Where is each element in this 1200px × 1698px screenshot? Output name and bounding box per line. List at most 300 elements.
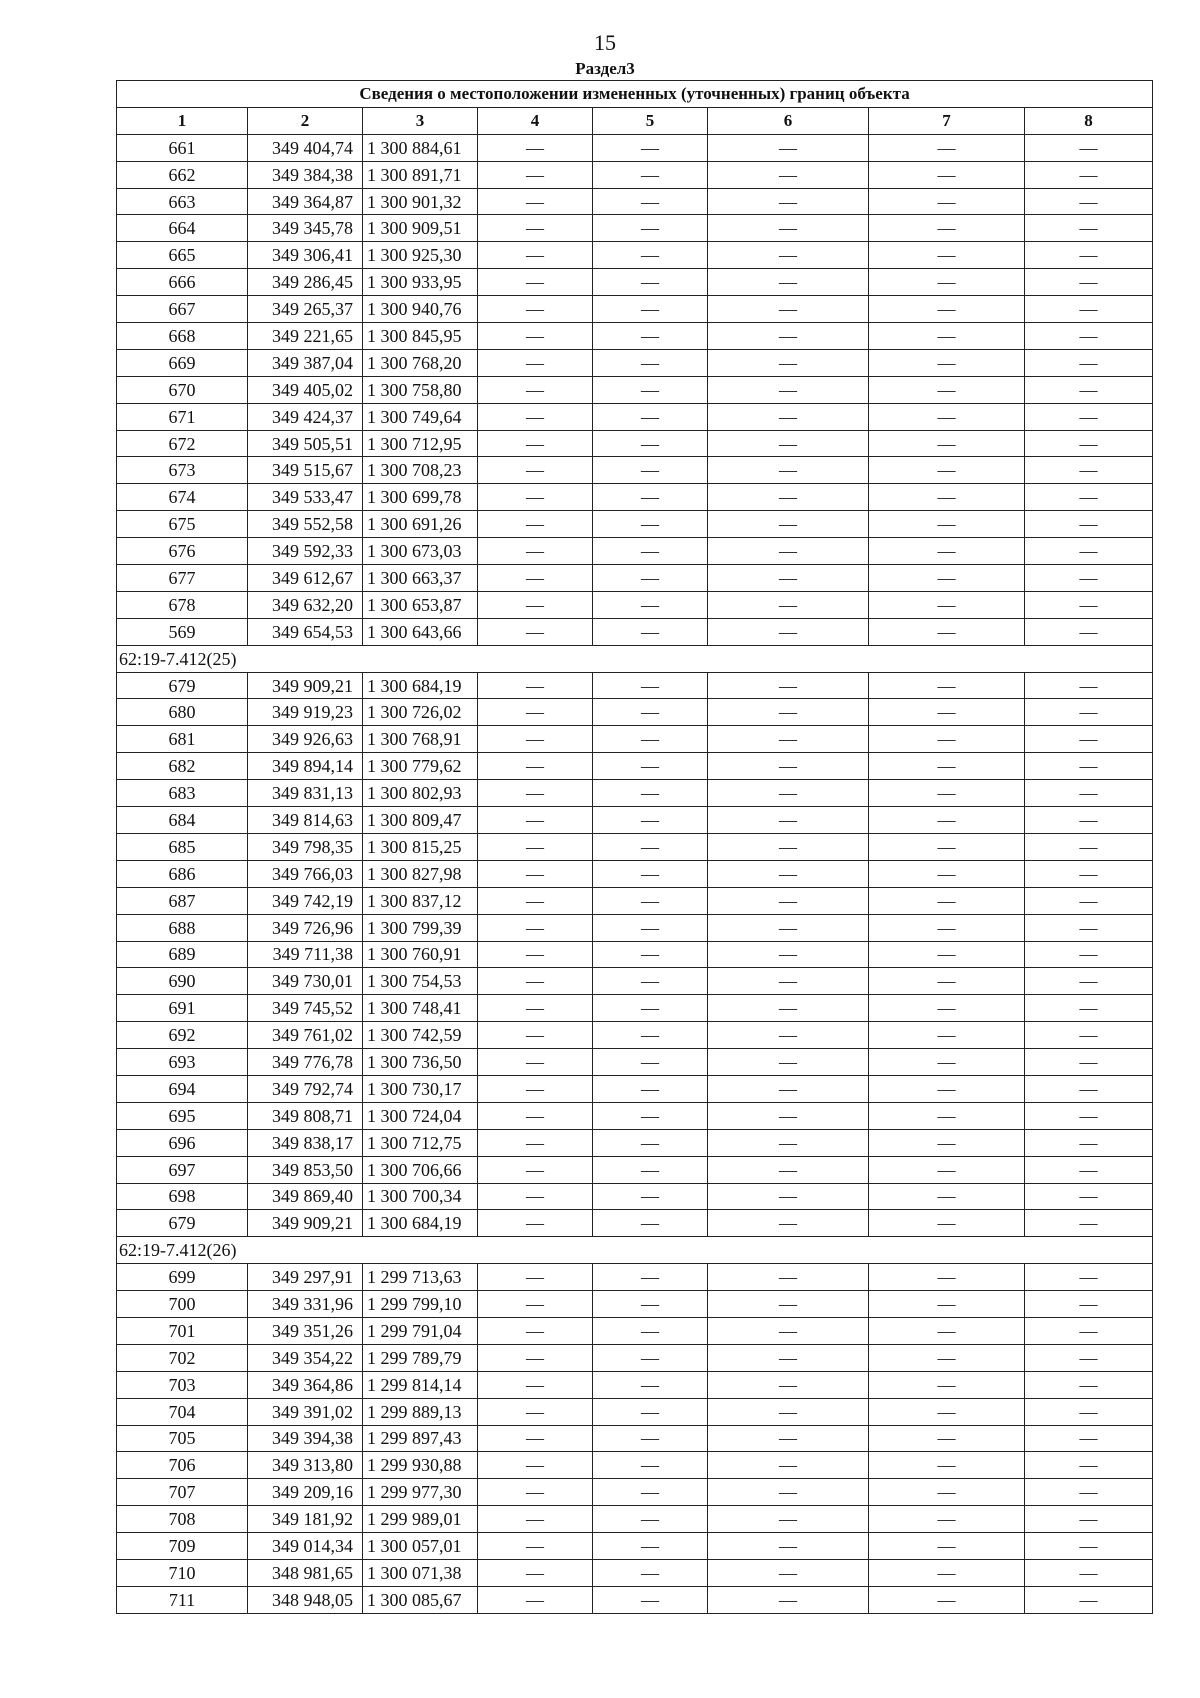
empty-value-cell: — — [869, 1210, 1025, 1237]
empty-value-cell: — — [708, 1291, 869, 1318]
empty-value-cell: — — [708, 242, 869, 269]
table-row — [117, 887, 1153, 914]
empty-value-cell: — — [1025, 376, 1153, 403]
empty-value-cell: — — [708, 1317, 869, 1344]
point-number-cell: 684 — [117, 807, 248, 834]
empty-value-cell: — — [593, 995, 708, 1022]
empty-value-cell: — — [708, 349, 869, 376]
point-number-cell: 680 — [117, 699, 248, 726]
table-row — [117, 457, 1153, 484]
empty-value-cell: — — [1025, 1183, 1153, 1210]
x-coordinate-cell: 349 808,71 — [248, 1102, 363, 1129]
empty-value-cell: — — [1025, 1371, 1153, 1398]
empty-value-cell: — — [1025, 296, 1153, 323]
empty-value-cell: — — [869, 1425, 1025, 1452]
empty-value-cell: — — [593, 323, 708, 350]
point-number-cell: 667 — [117, 296, 248, 323]
empty-value-cell: — — [708, 780, 869, 807]
y-coordinate-cell: 1 300 726,02 — [363, 699, 478, 726]
table-row — [117, 349, 1153, 376]
empty-value-cell: — — [593, 1586, 708, 1613]
table-row — [117, 430, 1153, 457]
x-coordinate-cell: 349 424,37 — [248, 403, 363, 430]
empty-value-cell: — — [478, 269, 593, 296]
group-label: 62:19-7.412(25) — [117, 645, 1153, 672]
y-coordinate-cell: 1 300 754,53 — [363, 968, 478, 995]
y-coordinate-cell: 1 299 814,14 — [363, 1371, 478, 1398]
empty-value-cell: — — [708, 726, 869, 753]
empty-value-cell: — — [708, 699, 869, 726]
table-row — [117, 323, 1153, 350]
point-number-cell: 683 — [117, 780, 248, 807]
empty-value-cell: — — [869, 484, 1025, 511]
y-coordinate-cell: 1 300 815,25 — [363, 833, 478, 860]
table-row — [117, 1075, 1153, 1102]
empty-value-cell: — — [869, 1264, 1025, 1291]
empty-value-cell: — — [593, 242, 708, 269]
empty-value-cell: — — [478, 1398, 593, 1425]
empty-value-cell: — — [708, 403, 869, 430]
empty-value-cell: — — [593, 1506, 708, 1533]
x-coordinate-cell: 348 981,65 — [248, 1559, 363, 1586]
x-coordinate-cell: 349 306,41 — [248, 242, 363, 269]
y-coordinate-cell: 1 300 891,71 — [363, 161, 478, 188]
table-row — [117, 242, 1153, 269]
table-row — [117, 1102, 1153, 1129]
empty-value-cell: — — [708, 672, 869, 699]
empty-value-cell: — — [708, 1210, 869, 1237]
x-coordinate-cell: 349 394,38 — [248, 1425, 363, 1452]
x-coordinate-cell: 349 745,52 — [248, 995, 363, 1022]
empty-value-cell: — — [869, 1156, 1025, 1183]
table-row — [117, 941, 1153, 968]
empty-value-cell: — — [593, 457, 708, 484]
empty-value-cell: — — [869, 1398, 1025, 1425]
empty-value-cell: — — [1025, 807, 1153, 834]
empty-value-cell: — — [1025, 1210, 1153, 1237]
y-coordinate-cell: 1 299 930,88 — [363, 1452, 478, 1479]
point-number-cell: 702 — [117, 1344, 248, 1371]
empty-value-cell: — — [1025, 242, 1153, 269]
point-number-cell: 569 — [117, 618, 248, 645]
empty-value-cell: — — [478, 1425, 593, 1452]
empty-value-cell: — — [708, 887, 869, 914]
table-row — [117, 1479, 1153, 1506]
x-coordinate-cell: 349 533,47 — [248, 484, 363, 511]
empty-value-cell: — — [869, 941, 1025, 968]
empty-value-cell: — — [869, 860, 1025, 887]
empty-value-cell: — — [1025, 161, 1153, 188]
empty-value-cell: — — [708, 1102, 869, 1129]
group-row — [117, 645, 1153, 672]
x-coordinate-cell: 349 838,17 — [248, 1129, 363, 1156]
empty-value-cell: — — [708, 161, 869, 188]
empty-value-cell: — — [478, 134, 593, 161]
x-coordinate-cell: 349 354,22 — [248, 1344, 363, 1371]
empty-value-cell: — — [593, 1344, 708, 1371]
point-number-cell: 699 — [117, 1264, 248, 1291]
table-row — [117, 1022, 1153, 1049]
empty-value-cell: — — [869, 403, 1025, 430]
point-number-cell: 711 — [117, 1586, 248, 1613]
empty-value-cell: — — [478, 1129, 593, 1156]
empty-value-cell: — — [1025, 968, 1153, 995]
table-row — [117, 1586, 1153, 1613]
y-coordinate-cell: 1 299 791,04 — [363, 1317, 478, 1344]
y-coordinate-cell: 1 300 691,26 — [363, 511, 478, 538]
empty-value-cell: — — [708, 1479, 869, 1506]
empty-value-cell: — — [708, 860, 869, 887]
point-number-cell: 674 — [117, 484, 248, 511]
y-coordinate-cell: 1 299 889,13 — [363, 1398, 478, 1425]
y-coordinate-cell: 1 300 708,23 — [363, 457, 478, 484]
empty-value-cell: — — [478, 968, 593, 995]
empty-value-cell: — — [869, 1102, 1025, 1129]
point-number-cell: 708 — [117, 1506, 248, 1533]
empty-value-cell: — — [708, 833, 869, 860]
y-coordinate-cell: 1 300 884,61 — [363, 134, 478, 161]
empty-value-cell: — — [708, 1129, 869, 1156]
empty-value-cell: — — [1025, 1344, 1153, 1371]
y-coordinate-cell: 1 300 768,20 — [363, 349, 478, 376]
empty-value-cell: — — [708, 1075, 869, 1102]
empty-value-cell: — — [869, 1129, 1025, 1156]
empty-value-cell: — — [1025, 1156, 1153, 1183]
empty-value-cell: — — [869, 1479, 1025, 1506]
empty-value-cell: — — [869, 1317, 1025, 1344]
table-row — [117, 1264, 1153, 1291]
y-coordinate-cell: 1 300 779,62 — [363, 753, 478, 780]
empty-value-cell: — — [708, 1398, 869, 1425]
y-coordinate-cell: 1 300 085,67 — [363, 1586, 478, 1613]
y-coordinate-cell: 1 300 909,51 — [363, 215, 478, 242]
x-coordinate-cell: 349 909,21 — [248, 672, 363, 699]
point-number-cell: 709 — [117, 1533, 248, 1560]
point-number-cell: 664 — [117, 215, 248, 242]
empty-value-cell: — — [869, 1533, 1025, 1560]
empty-value-cell: — — [708, 430, 869, 457]
empty-value-cell: — — [593, 296, 708, 323]
empty-value-cell: — — [593, 1102, 708, 1129]
empty-value-cell: — — [478, 726, 593, 753]
empty-value-cell: — — [869, 672, 1025, 699]
point-number-cell: 668 — [117, 323, 248, 350]
table-row — [117, 1183, 1153, 1210]
empty-value-cell: — — [869, 376, 1025, 403]
empty-value-cell: — — [478, 618, 593, 645]
empty-value-cell: — — [478, 1586, 593, 1613]
empty-value-cell: — — [708, 323, 869, 350]
empty-value-cell: — — [478, 1049, 593, 1076]
empty-value-cell: — — [478, 995, 593, 1022]
x-coordinate-cell: 349 364,86 — [248, 1371, 363, 1398]
empty-value-cell: — — [869, 296, 1025, 323]
empty-value-cell: — — [593, 484, 708, 511]
empty-value-cell: — — [869, 1506, 1025, 1533]
point-number-cell: 710 — [117, 1559, 248, 1586]
empty-value-cell: — — [593, 1183, 708, 1210]
y-coordinate-cell: 1 300 730,17 — [363, 1075, 478, 1102]
empty-value-cell: — — [869, 161, 1025, 188]
x-coordinate-cell: 349 919,23 — [248, 699, 363, 726]
empty-value-cell: — — [478, 941, 593, 968]
empty-value-cell: — — [708, 1049, 869, 1076]
point-number-cell: 686 — [117, 860, 248, 887]
y-coordinate-cell: 1 300 699,78 — [363, 484, 478, 511]
table-row — [117, 1398, 1153, 1425]
y-coordinate-cell: 1 300 706,66 — [363, 1156, 478, 1183]
empty-value-cell: — — [708, 1452, 869, 1479]
empty-value-cell: — — [1025, 430, 1153, 457]
empty-value-cell: — — [1025, 914, 1153, 941]
empty-value-cell: — — [708, 134, 869, 161]
empty-value-cell: — — [478, 296, 593, 323]
empty-value-cell: — — [478, 1452, 593, 1479]
empty-value-cell: — — [708, 457, 869, 484]
point-number-cell: 706 — [117, 1452, 248, 1479]
empty-value-cell: — — [1025, 1398, 1153, 1425]
empty-value-cell: — — [708, 1371, 869, 1398]
x-coordinate-cell: 349 387,04 — [248, 349, 363, 376]
empty-value-cell: — — [708, 753, 869, 780]
empty-value-cell: — — [478, 215, 593, 242]
empty-value-cell: — — [1025, 1317, 1153, 1344]
empty-value-cell: — — [1025, 215, 1153, 242]
empty-value-cell: — — [593, 780, 708, 807]
empty-value-cell: — — [478, 349, 593, 376]
x-coordinate-cell: 349 654,53 — [248, 618, 363, 645]
empty-value-cell: — — [1025, 591, 1153, 618]
point-number-cell: 676 — [117, 538, 248, 565]
x-coordinate-cell: 349 909,21 — [248, 1210, 363, 1237]
empty-value-cell: — — [478, 565, 593, 592]
empty-value-cell: — — [593, 1371, 708, 1398]
empty-value-cell: — — [1025, 887, 1153, 914]
y-coordinate-cell: 1 300 724,04 — [363, 1102, 478, 1129]
table-row — [117, 860, 1153, 887]
empty-value-cell: — — [478, 699, 593, 726]
empty-value-cell: — — [1025, 1506, 1153, 1533]
table-row — [117, 565, 1153, 592]
table-row — [117, 269, 1153, 296]
empty-value-cell: — — [478, 161, 593, 188]
empty-value-cell: — — [1025, 1022, 1153, 1049]
empty-value-cell: — — [869, 1586, 1025, 1613]
table-row — [117, 807, 1153, 834]
point-number-cell: 701 — [117, 1317, 248, 1344]
table-row — [117, 188, 1153, 215]
coordinates-table — [116, 80, 1153, 1614]
empty-value-cell: — — [593, 1264, 708, 1291]
empty-value-cell: — — [593, 753, 708, 780]
empty-value-cell: — — [478, 1506, 593, 1533]
empty-value-cell: — — [708, 484, 869, 511]
table-caption: Сведения о местоположении измененных (уточненных) границ объекта — [117, 81, 1153, 108]
y-coordinate-cell: 1 299 713,63 — [363, 1264, 478, 1291]
empty-value-cell: — — [708, 1156, 869, 1183]
point-number-cell: 700 — [117, 1291, 248, 1318]
empty-value-cell: — — [869, 1183, 1025, 1210]
y-coordinate-cell: 1 300 673,03 — [363, 538, 478, 565]
point-number-cell: 673 — [117, 457, 248, 484]
empty-value-cell: — — [593, 1156, 708, 1183]
empty-value-cell: — — [708, 269, 869, 296]
y-coordinate-cell: 1 300 827,98 — [363, 860, 478, 887]
point-number-cell: 693 — [117, 1049, 248, 1076]
empty-value-cell: — — [478, 403, 593, 430]
empty-value-cell: — — [478, 1210, 593, 1237]
empty-value-cell: — — [869, 995, 1025, 1022]
x-coordinate-cell: 349 742,19 — [248, 887, 363, 914]
empty-value-cell: — — [478, 1022, 593, 1049]
empty-value-cell: — — [478, 1371, 593, 1398]
empty-value-cell: — — [593, 376, 708, 403]
empty-value-cell: — — [478, 1344, 593, 1371]
column-header: 3 — [363, 107, 478, 134]
y-coordinate-cell: 1 300 809,47 — [363, 807, 478, 834]
x-coordinate-cell: 348 948,05 — [248, 1586, 363, 1613]
empty-value-cell: — — [708, 941, 869, 968]
empty-value-cell: — — [593, 269, 708, 296]
empty-value-cell: — — [593, 618, 708, 645]
y-coordinate-cell: 1 300 933,95 — [363, 269, 478, 296]
y-coordinate-cell: 1 299 989,01 — [363, 1506, 478, 1533]
y-coordinate-cell: 1 300 758,80 — [363, 376, 478, 403]
empty-value-cell: — — [593, 1479, 708, 1506]
y-coordinate-cell: 1 300 940,76 — [363, 296, 478, 323]
group-row — [117, 1237, 1153, 1264]
empty-value-cell: — — [478, 457, 593, 484]
empty-value-cell: — — [708, 618, 869, 645]
point-number-cell: 690 — [117, 968, 248, 995]
x-coordinate-cell: 349 792,74 — [248, 1075, 363, 1102]
y-coordinate-cell: 1 300 643,66 — [363, 618, 478, 645]
empty-value-cell: — — [593, 161, 708, 188]
empty-value-cell: — — [478, 538, 593, 565]
point-number-cell: 692 — [117, 1022, 248, 1049]
y-coordinate-cell: 1 300 653,87 — [363, 591, 478, 618]
empty-value-cell: — — [1025, 349, 1153, 376]
empty-value-cell: — — [593, 807, 708, 834]
column-header: 2 — [248, 107, 363, 134]
x-coordinate-cell: 349 351,26 — [248, 1317, 363, 1344]
y-coordinate-cell: 1 300 684,19 — [363, 672, 478, 699]
empty-value-cell: — — [869, 349, 1025, 376]
empty-value-cell: — — [1025, 484, 1153, 511]
empty-value-cell: — — [1025, 672, 1153, 699]
y-coordinate-cell: 1 300 057,01 — [363, 1533, 478, 1560]
empty-value-cell: — — [1025, 1291, 1153, 1318]
empty-value-cell: — — [869, 1452, 1025, 1479]
empty-value-cell: — — [478, 188, 593, 215]
point-number-cell: 704 — [117, 1398, 248, 1425]
empty-value-cell: — — [478, 591, 593, 618]
column-header: 5 — [593, 107, 708, 134]
point-number-cell: 681 — [117, 726, 248, 753]
empty-value-cell: — — [593, 430, 708, 457]
empty-value-cell: — — [1025, 780, 1153, 807]
empty-value-cell: — — [708, 1559, 869, 1586]
empty-value-cell: — — [869, 538, 1025, 565]
empty-value-cell: — — [478, 242, 593, 269]
empty-value-cell: — — [869, 565, 1025, 592]
empty-value-cell: — — [708, 1425, 869, 1452]
empty-value-cell: — — [593, 188, 708, 215]
table-caption-row — [117, 81, 1153, 108]
empty-value-cell: — — [708, 296, 869, 323]
empty-value-cell: — — [478, 1291, 593, 1318]
empty-value-cell: — — [869, 323, 1025, 350]
empty-value-cell: — — [869, 699, 1025, 726]
table-row — [117, 1049, 1153, 1076]
empty-value-cell: — — [869, 914, 1025, 941]
y-coordinate-cell: 1 300 684,19 — [363, 1210, 478, 1237]
x-coordinate-cell: 349 552,58 — [248, 511, 363, 538]
y-coordinate-cell: 1 299 799,10 — [363, 1291, 478, 1318]
empty-value-cell: — — [869, 215, 1025, 242]
x-coordinate-cell: 349 265,37 — [248, 296, 363, 323]
empty-value-cell: — — [869, 833, 1025, 860]
table-row — [117, 134, 1153, 161]
empty-value-cell: — — [869, 1344, 1025, 1371]
table-row — [117, 914, 1153, 941]
empty-value-cell: — — [478, 1264, 593, 1291]
empty-value-cell: — — [1025, 1102, 1153, 1129]
empty-value-cell: — — [478, 430, 593, 457]
x-coordinate-cell: 349 313,80 — [248, 1452, 363, 1479]
empty-value-cell: — — [593, 591, 708, 618]
y-coordinate-cell: 1 300 768,91 — [363, 726, 478, 753]
point-number-cell: 675 — [117, 511, 248, 538]
empty-value-cell: — — [478, 1075, 593, 1102]
empty-value-cell: — — [869, 753, 1025, 780]
empty-value-cell: — — [1025, 511, 1153, 538]
column-header: 6 — [708, 107, 869, 134]
x-coordinate-cell: 349 345,78 — [248, 215, 363, 242]
empty-value-cell: — — [1025, 565, 1153, 592]
empty-value-cell: — — [1025, 403, 1153, 430]
empty-value-cell: — — [593, 565, 708, 592]
empty-value-cell: — — [593, 1291, 708, 1318]
section-title: Раздел3 — [575, 59, 635, 78]
point-number-cell: 694 — [117, 1075, 248, 1102]
empty-value-cell: — — [593, 511, 708, 538]
x-coordinate-cell: 349 814,63 — [248, 807, 363, 834]
empty-value-cell: — — [1025, 1533, 1153, 1560]
point-number-cell: 695 — [117, 1102, 248, 1129]
empty-value-cell: — — [593, 215, 708, 242]
group-label: 62:19-7.412(26) — [117, 1237, 1153, 1264]
empty-value-cell: — — [708, 1183, 869, 1210]
empty-value-cell: — — [593, 403, 708, 430]
empty-value-cell: — — [593, 1129, 708, 1156]
empty-value-cell: — — [478, 1479, 593, 1506]
point-number-cell: 698 — [117, 1183, 248, 1210]
empty-value-cell: — — [478, 323, 593, 350]
empty-value-cell: — — [593, 134, 708, 161]
table-row — [117, 833, 1153, 860]
empty-value-cell: — — [869, 511, 1025, 538]
empty-value-cell: — — [1025, 833, 1153, 860]
empty-value-cell: — — [1025, 134, 1153, 161]
empty-value-cell: — — [1025, 538, 1153, 565]
point-number-cell: 679 — [117, 672, 248, 699]
empty-value-cell: — — [708, 215, 869, 242]
page-number: 15 — [594, 30, 616, 55]
empty-value-cell: — — [1025, 699, 1153, 726]
empty-value-cell: — — [708, 376, 869, 403]
empty-value-cell: — — [708, 591, 869, 618]
